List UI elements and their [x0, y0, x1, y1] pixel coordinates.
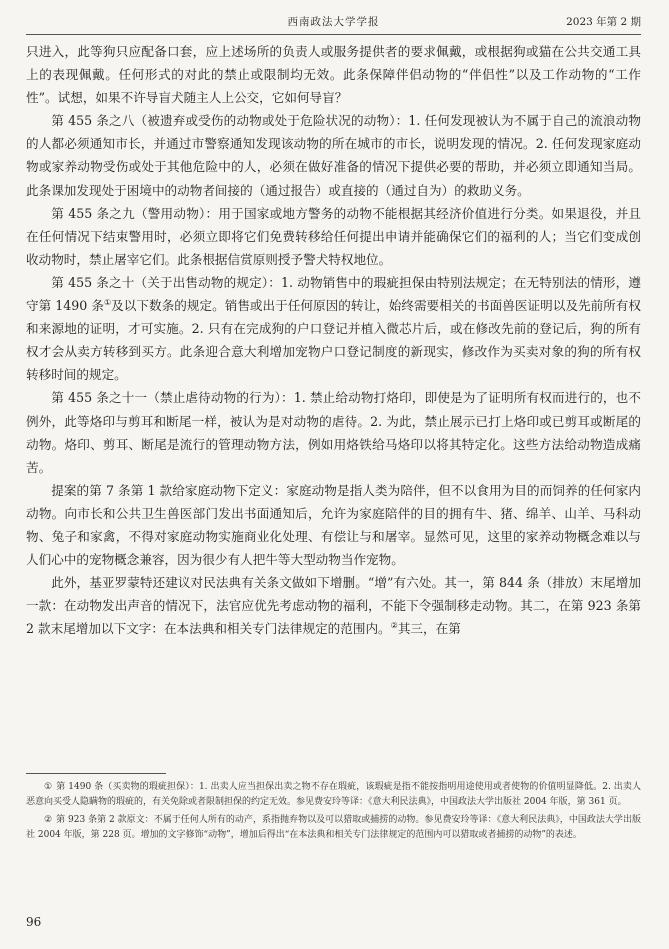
- paragraph: 只进入，此等狗只应配备口套，应上述场所的负责人或服务提供者的要求佩戴，或根据狗或猫在公共交通工具上的表现佩戴。任何形式的对此的禁止或限制均无效。此条保障伴侣动物的“伴侣性”以及工作动物的“工作性”。试想，如果不许导盲犬随主人上公交，它如何导盲？: [26, 44, 641, 106]
- footnote-mark: ②: [44, 815, 53, 825]
- paragraph-text: 及以下数条的规定。销售或出于任何原因的转让，始终需要相关的书面兽医证明以及先前所有权和来源地的证明，才可实施。2. 只有在完成狗的户口登记并植入微芯片后，或在修改先前的登记后，狗的所有权才会从卖方转移到买方。此条迎合意大利增加宠物户口登记制度的新现实，修改作为买卖对象的狗的所有权转移时间的规定。: [26, 298, 642, 383]
- issue-label: 2023 年第 2 期: [566, 16, 641, 28]
- paragraph: 第 455 条之八（被遗弃或受伤的动物或处于危险状况的动物）：1. 任何发现被认为不属于自己的流浪动物的人都必须通知市长，并通过市警察通知发现该动物的所在城市的市长，说明发现的情况。2. 任何发现家庭动物或家养动物受伤或处于其他危险中的人，必须在做好准备的情况下提供必要的帮助，并必须立即通知当局。此条课加发现处于困境中的动物者间接的（通过报告）或直接的（通过自为）的救助义务。: [26, 113, 641, 198]
- running-header: [26, 12, 641, 35]
- footnote-ref[interactable]: ①: [103, 298, 112, 308]
- paragraph: 第 455 条之九（警用动物）：用于国家或地方警务的动物不能根据其经济价值进行分类。如果退役，并且在任何情况下结束警用时，必须立即将它们免费转移给任何提出申请并能确保它们的福利的人；当它们变成创收动物时，禁止屠宰它们。此条根据信赏原则授予警犬特权地位。: [26, 205, 641, 267]
- footnote-ref[interactable]: ②: [390, 621, 398, 631]
- footnote-text: 第 1490 条（买卖物的瑕疵担保）：1. 出卖人应当担保出卖之物不存在瑕疵，该瑕疵是指不能按指明用途使用或者使物的价值明显降低。2. 出卖人恶意向买受人隐瞒物的瑕疵的，有关免除或者限制担保的约定无效。参见费安玲等译：《意大利民法典》，中国政法大学出版社 2004 年版，第 361 页。: [26, 782, 641, 807]
- footnote: [26, 813, 641, 843]
- journal-title: 西南政法大学学报: [287, 16, 380, 28]
- footnote-divider: [26, 773, 166, 774]
- paragraph: 第 455 条之十一（禁止虐待动物的行为）：1. 禁止给动物打烙印，即使是为了证明所有权而进行的，也不例外，此等烙印与剪耳和断尾一样，被认为是对动物的虐待。2. 为此，禁止展示已打上烙印或已剪耳或断尾的动物。烙印、剪耳、断尾是流行的管理动物方法，例如用烙铁给马烙印以将其特定化。这些方法给动物造成痛苦。: [26, 390, 641, 475]
- paragraph: [26, 271, 641, 386]
- footnote-mark: ①: [44, 782, 53, 792]
- footnotes: [26, 780, 641, 846]
- paragraph: 提案的第 7 条第 1 款给家庭动物下定义：家庭动物是指人类为陪伴，但不以食用为目的而饲养的任何家内动物。向市长和公共卫生兽医部门发出书面通知后，允许为家庭陪伴的目的拥有牛、猪、绵羊、山羊、马科动物、兔子和家禽，不得对家庭动物实施商业化处理、有偿让与和屠宰。显然可见，这里的家养动物概念难以与人们心中的宠物概念兼容，因为很少有人把牛等大型动物当作宠物。: [26, 482, 641, 568]
- paragraph-text: 此外，基亚罗蒙特还建议对民法典有关条文做如下增删。“增”有六处。其一，第 844 条（排放）末尾增加一款：在动物发出声音的情况下，法官应优先考虑动物的福利，不能下令强制移走动物。其二，在第 923 条第 2 款末尾增加以下文字：在本法典和相关专门法律规定的范围内。: [26, 575, 641, 637]
- footnote: [26, 780, 641, 810]
- paragraph: [26, 571, 641, 640]
- page-number: 96: [26, 915, 42, 929]
- paragraph-text: 其三，在第: [397, 621, 461, 637]
- article-body: [26, 40, 641, 640]
- paragraph-text: 第 455 条之十（关于出售动物的规定）：1. 动物销售中的瑕疵担保由特别法规定；在无特别法的情形，遵守第 1490 条: [26, 274, 641, 314]
- footnote-text: 第 923 条第 2 款原文：不属于任何人所有的动产，系指抛弃物以及可以猎取或捕捞的动物。参见费安玲等译：《意大利民法典》，中国政法大学出版社 2004 年版，第 228 页。增加的文字修饰“动物”，增加后得出“在本法典和相关专门法律规定的范围内可以猎取或者捕捞的动物”的表述。: [26, 815, 641, 840]
